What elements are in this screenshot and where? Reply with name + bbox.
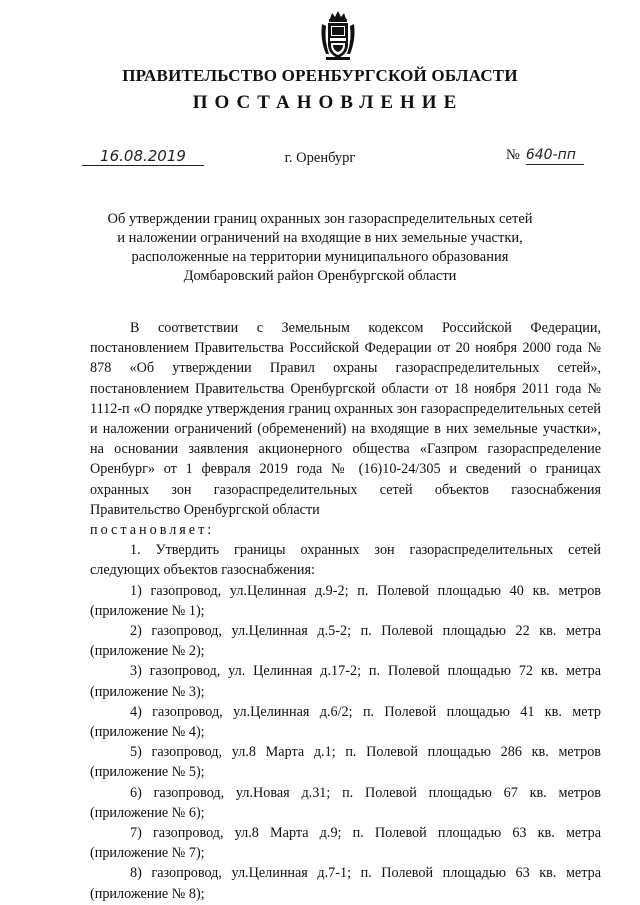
document-city: г. Оренбург [284, 150, 356, 166]
subitem: 6) газопровод, ул.Новая д.31; п. Полевой площадью 67 кв. метров (приложение № 6); [90, 784, 601, 821]
document-body [90, 318, 601, 904]
title-line: Домбаровский район Оренбургской области [183, 268, 457, 284]
document-type: ПОСТАНОВЛЕНИЕ [192, 92, 464, 113]
subitem: 4) газопровод, ул.Целинная д.6/2; п. Полевой площадью 41 кв. метр (приложение № 4); [90, 703, 601, 741]
preamble-paragraph: В соответствии с Земельным кодексом Российской Федерации, постановлением Правительства Российской Федерации от 20 ноября 2000 года № 878 «Об утверждении Правил охраны газораспределительных сетей», постановлением Правительства Оренбургской области от 18 ноября 2011 года № 1112-п «О порядке утверждения границ охранных зон газораспределительных сетей и наложении ограничений (обременений) на входящие в них земельные участки», на основании заявления акционерного общества «Газпром газораспределение Оренбург» от 1 февраля 2019 года № (16)10-24/305 и сведений о границах охранных зон газораспределительных сетей объектов газоснабжения Правительство Оренбургской области [90, 320, 601, 518]
government-name: ПРАВИТЕЛЬСТВО ОРЕНБУРГСКОЙ ОБЛАСТИ [122, 66, 518, 85]
subitem: 1) газопровод, ул.Целинная д.9-2; п. Полевой площадью 40 кв. метров (приложение № 1); [90, 582, 601, 619]
title-line: Об утверждении границ охранных зон газораспределительных сетей [107, 211, 533, 227]
number-value: 640-пп [526, 146, 584, 165]
title-line: расположенные на территории муниципального образования [131, 249, 509, 265]
number-sign: № [506, 147, 520, 163]
coat-of-arms-emblem [318, 10, 358, 62]
document-date: 16.08.2019 [82, 147, 204, 166]
subitem: 2) газопровод, ул.Целинная д.5-2; п. Полевой площадью 22 кв. метра (приложение № 2); [90, 623, 601, 660]
subitem: 8) газопровод, ул.Целинная д.7-1; п. Полевой площадью 63 кв. метра (приложение № 8); [90, 865, 601, 902]
document-title [60, 210, 580, 286]
subitem: 7) газопровод, ул.8 Марта д.9; п. Полевой площадью 63 кв. метра (приложение № 7); [90, 825, 601, 862]
decree-word: постановляет: [90, 522, 215, 539]
title-line: и наложении ограничений на входящие в них земельные участки, [117, 230, 523, 246]
document-number [506, 146, 584, 165]
item-1: 1. Утвердить границы охранных зон газораспределительных сетей следующих объектов газоснабжения: [90, 542, 601, 579]
subitem: 5) газопровод, ул.8 Марта д.1; п. Полевой площадью 286 кв. метров (приложение № 5); [90, 744, 601, 781]
subitem: 3) газопровод, ул. Целинная д.17-2; п. Полевой площадью 72 кв. метра (приложение № 3); [90, 663, 601, 700]
